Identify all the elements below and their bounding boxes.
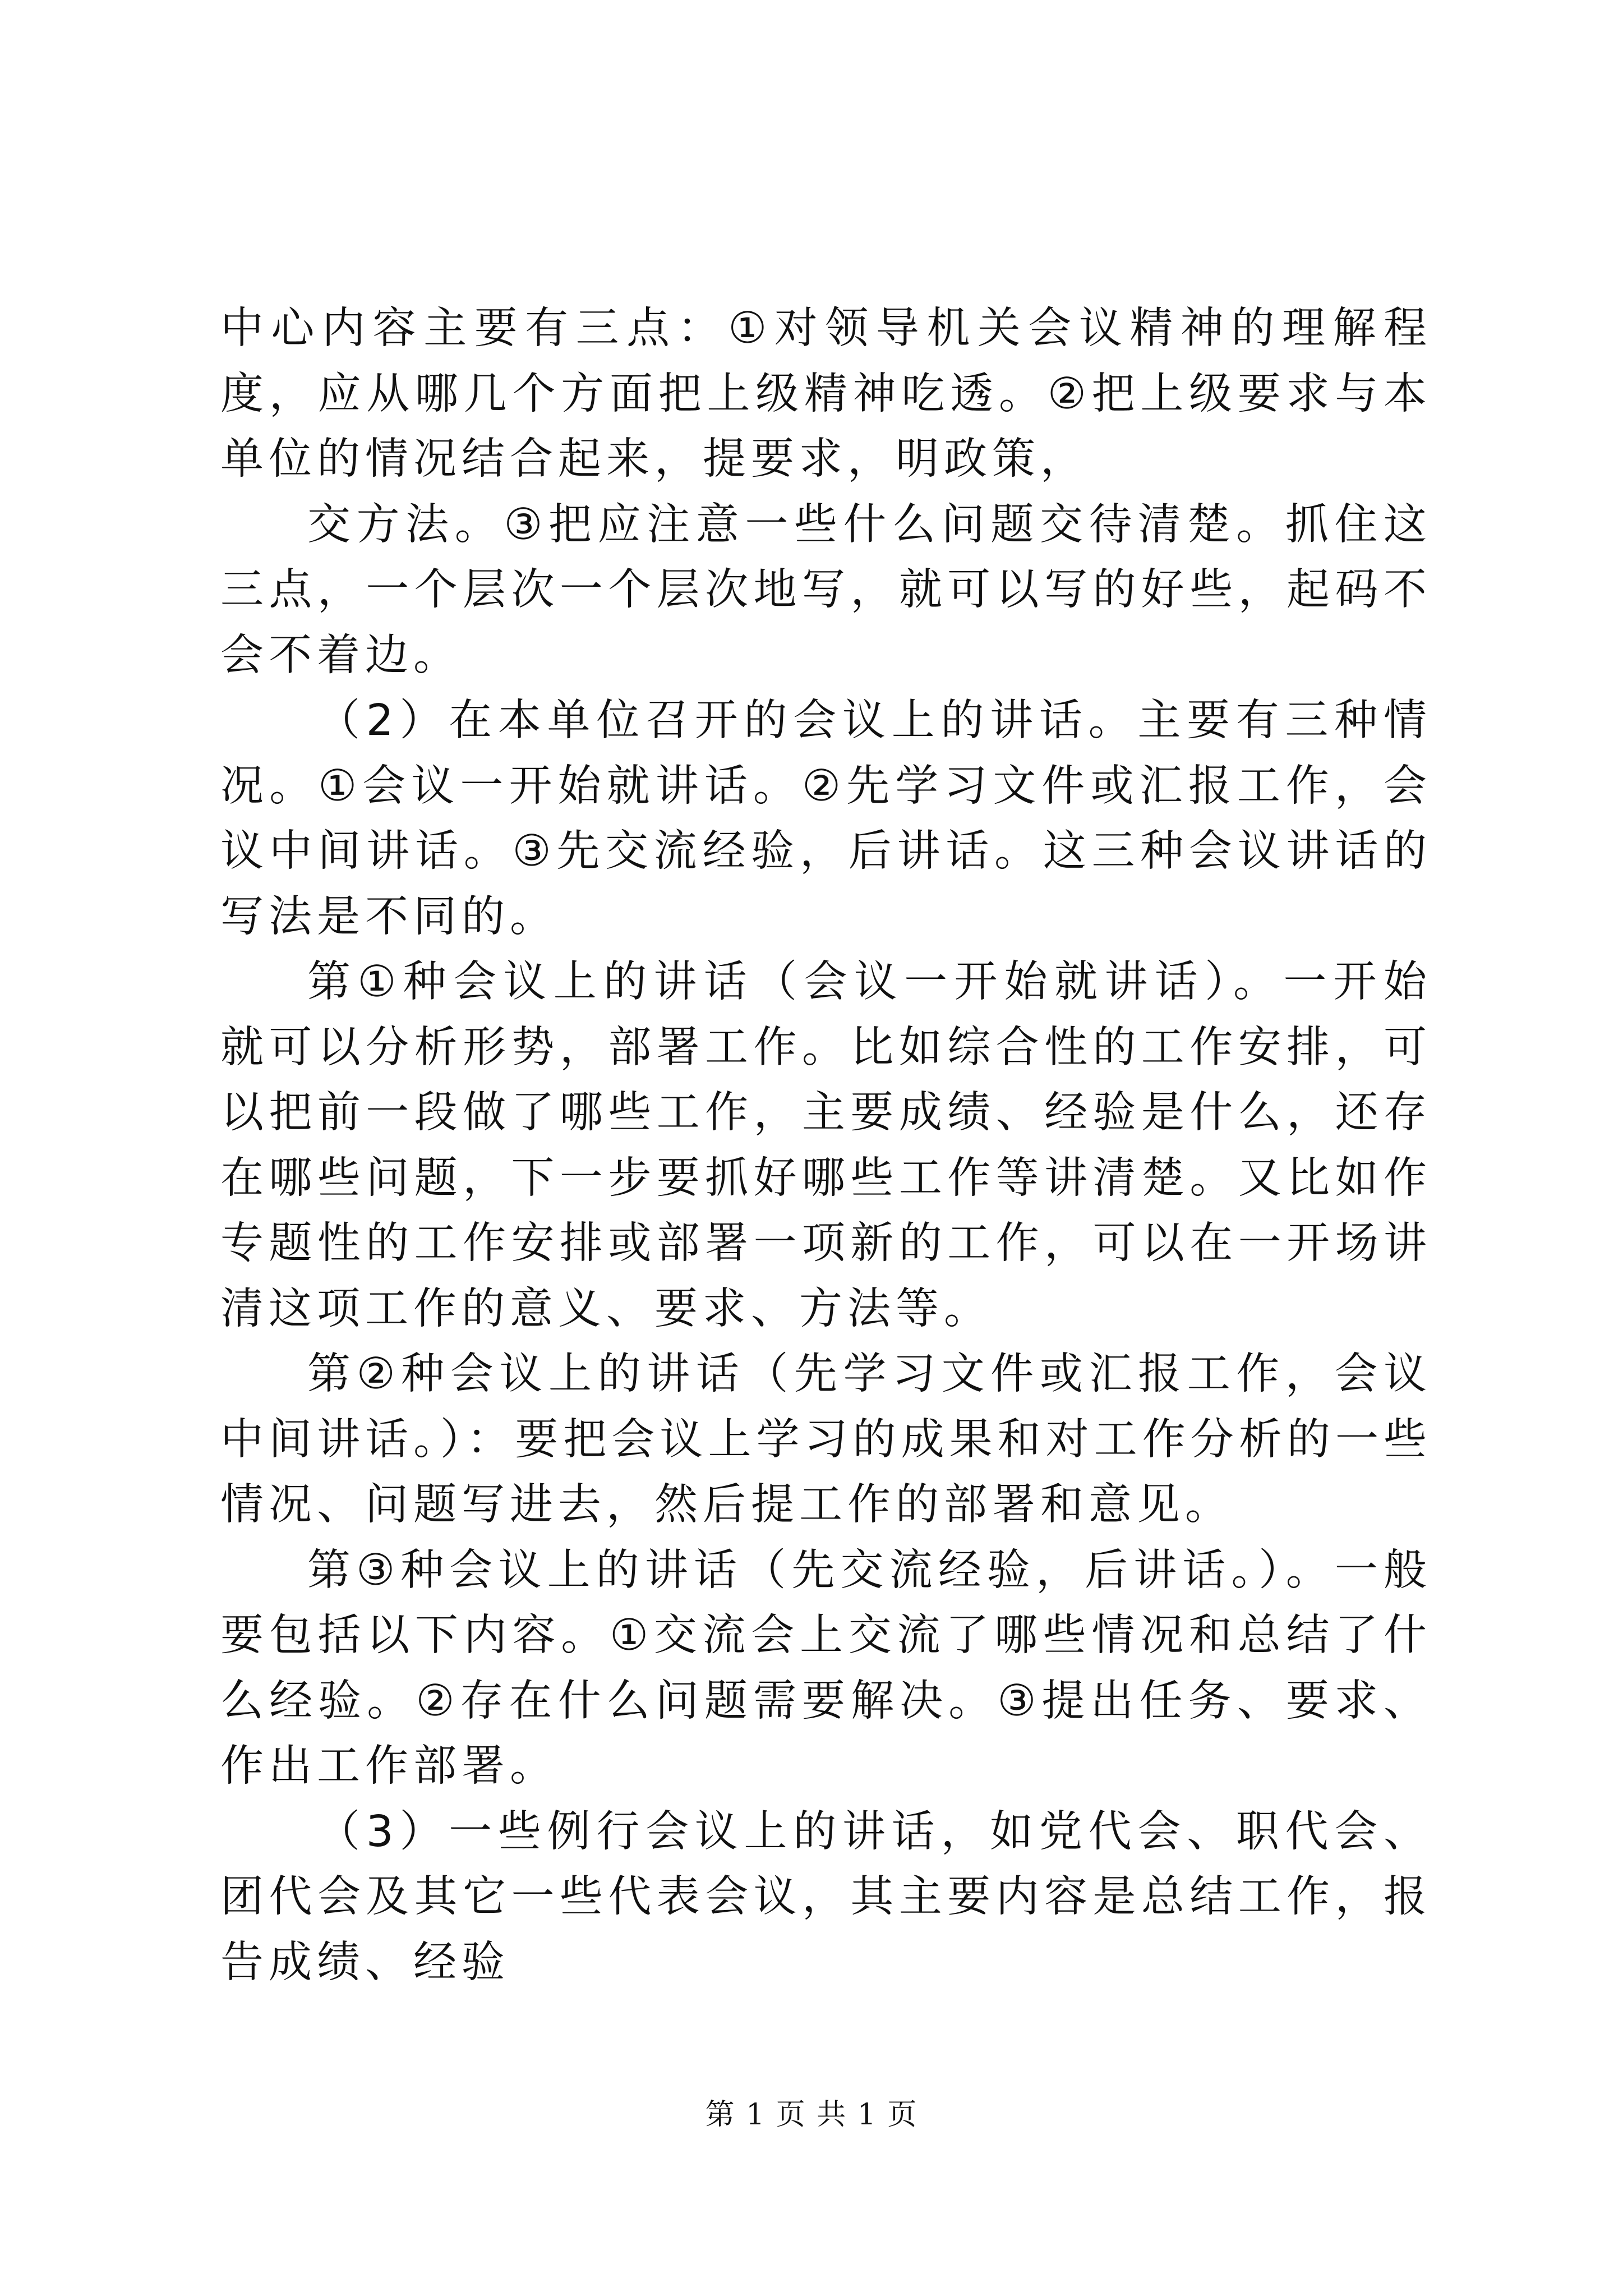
paragraph-5: 第②种会议上的讲话（先学习文件或汇报工作，会议中间讲话。）：要把会议上学习的成果和对工作分析的一些情况、问题写进去，然后提工作的部署和意见。 <box>220 1349 1432 1530</box>
paragraph-7: （3）一些例行会议上的讲话，如党代会、职代会、团代会及其它一些代表会议，其主要内容是总结工作，报告成绩、经验 <box>220 1806 1432 1987</box>
paragraph-4: 第①种会议上的讲话（会议一开始就讲话）。一开始就可以分析形势，部署工作。比如综合性的工作安排，可以把前一段做了哪些工作，主要成绩、经验是什么，还存在哪些问题，下一步要抓好哪些工作等讲清楚。又比如作专题性的工作安排或部署一项新的工作，可以在一开场讲清这项工作的意义、要求、方法等。 <box>220 957 1432 1334</box>
document-body <box>220 296 1432 1995</box>
paragraph-3: （2）在本单位召开的会议上的讲话。主要有三种情况。①会议一开始就讲话。②先学习文件或汇报工作，会议中间讲话。③先交流经验，后讲话。这三种会议讲话的写法是不同的。 <box>220 696 1432 942</box>
paragraph-2: 交方法。③把应注意一些什么问题交待清楚。抓住这三点，一个层次一个层次地写，就可以写的好些，起码不会不着边。 <box>220 499 1432 680</box>
paragraph-6: 第③种会议上的讲话（先交流经验，后讲话。）。一般要包括以下内容。①交流会上交流了哪些情况和总结了什么经验。②存在什么问题需要解决。③提出任务、要求、作出工作部署。 <box>220 1545 1432 1791</box>
page-number-footer: 第 1 页 共 1 页 <box>705 2098 918 2132</box>
paragraph-1: 中心内容主要有三点：①对领导机关会议精神的理解程度，应从哪几个方面把上级精神吃透。②把上级要求与本单位的情况结合起来，提要求，明政策， <box>220 303 1432 484</box>
